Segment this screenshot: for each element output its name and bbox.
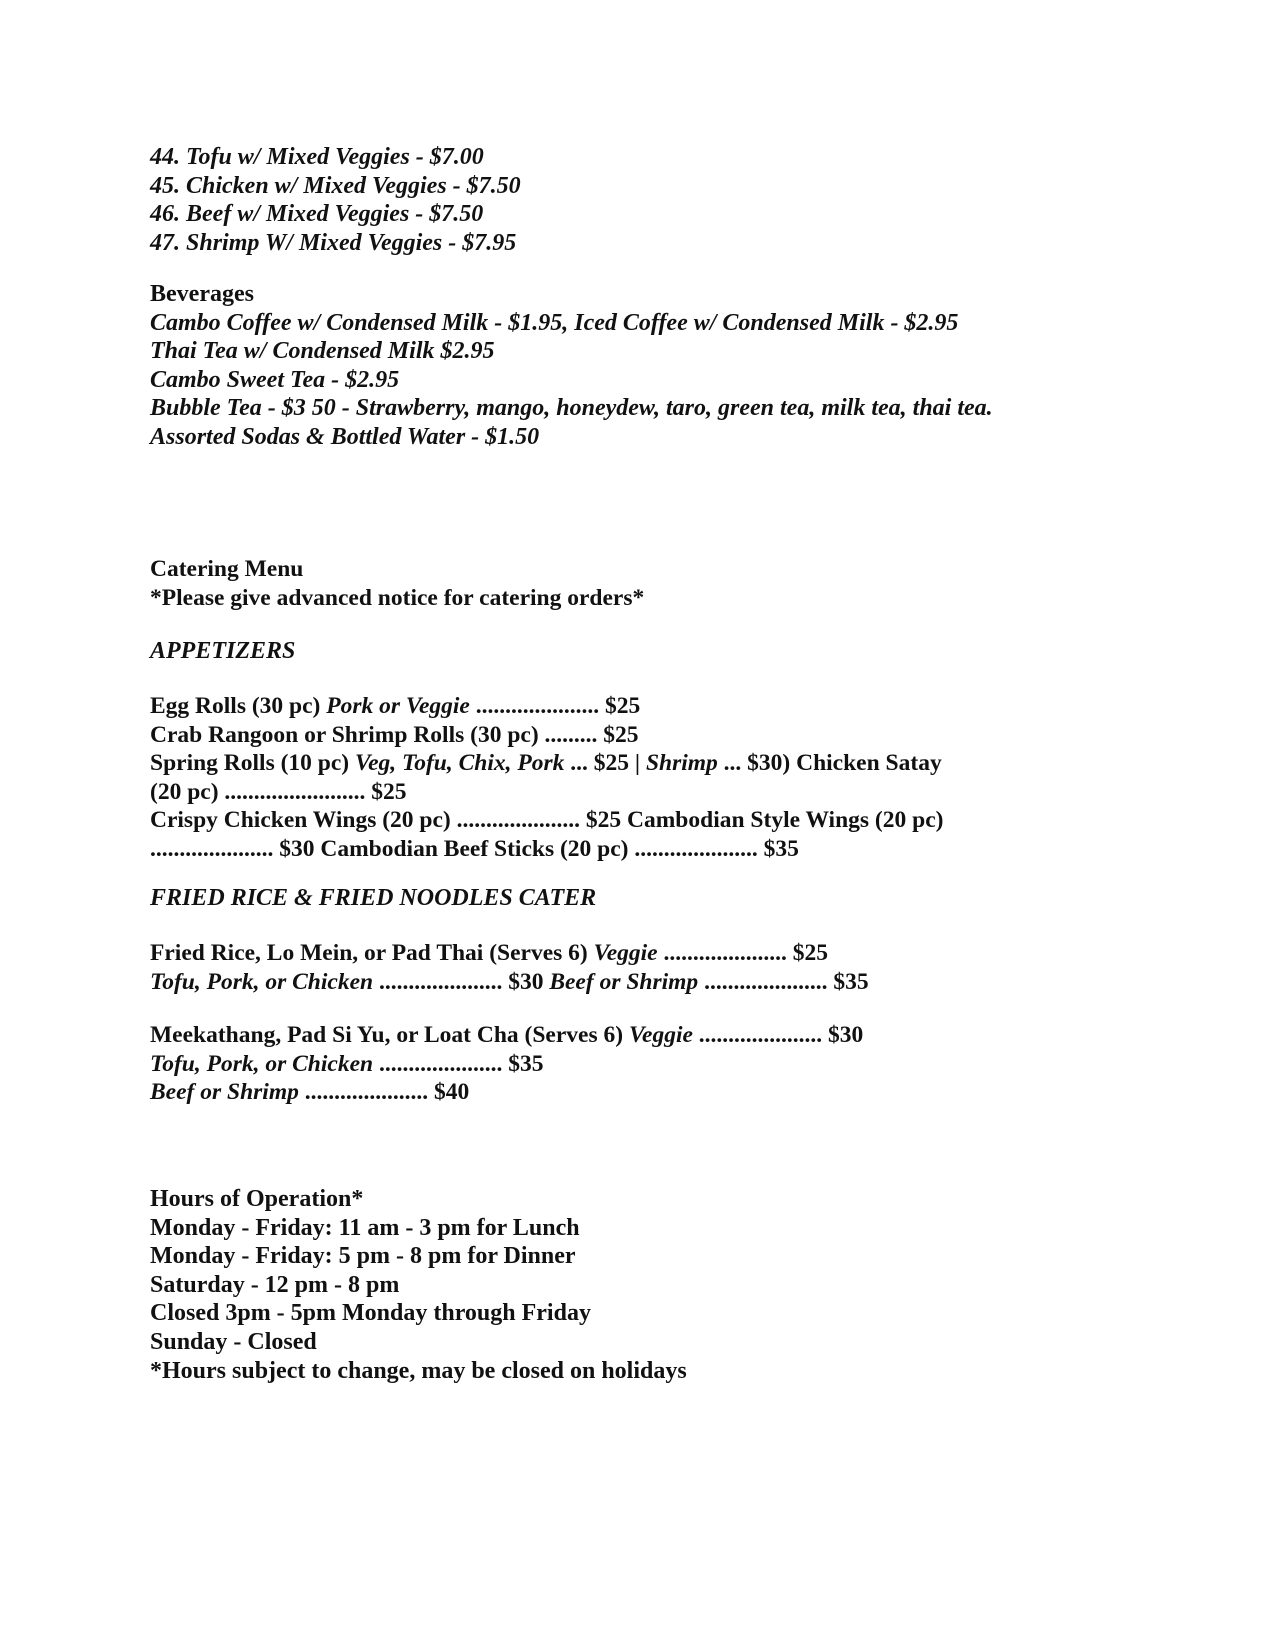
- meekathang-beef-shrimp: Beef or Shrimp: [150, 1079, 299, 1106]
- beverage-item: Assorted Sodas & Bottled Water - $1.50: [150, 423, 540, 450]
- menu-item: 47. Shrimp W/ Mixed Veggies - $7.95: [150, 229, 517, 256]
- meekathang-veggie-price: ..................... $30: [692, 1022, 864, 1048]
- meekathang-veggie: Veggie: [628, 1022, 693, 1048]
- hours-title: Hours of Operation*: [150, 1186, 364, 1212]
- appetizers-title: APPETIZERS: [150, 638, 296, 664]
- catering-item-egg-rolls: [150, 692, 1150, 721]
- appetizers-list: [150, 692, 1150, 864]
- beverage-item: Bubble Tea - $3 50 - Strawberry, mango, honeydew, taro, green tea, milk tea, thai tea.: [150, 395, 993, 422]
- catering-item-meekathang-meats: [150, 1050, 1150, 1079]
- fried-rice-beef-shrimp-price: ..................... $35: [698, 968, 869, 995]
- beverage-item: Thai Tea w/ Condensed Milk $2.95: [150, 338, 495, 365]
- fried-rice-meats-price: ..................... $30: [373, 968, 550, 995]
- hours-line: *Hours subject to change, may be closed on holidays: [150, 1357, 687, 1384]
- menu-items-list: [150, 143, 1150, 257]
- menu-item: 45. Chicken w/ Mixed Veggies - $7.50: [150, 172, 521, 199]
- catering-notice: *Please give advanced notice for catering orders*: [150, 584, 645, 611]
- meekathang-name: Meekathang, Pad Si Yu, or Loat Cha (Serves 6): [150, 1022, 629, 1048]
- catering-item-wings: Crispy Chicken Wings (20 pc) ..................... $25 Cambodian Style Wings (20 pc): [150, 807, 944, 834]
- hours-section: [150, 1185, 1150, 1385]
- fried-rice-veggie-price: ..................... $25: [657, 940, 828, 966]
- beverage-item: Cambo Coffee w/ Condensed Milk - $1.95, Iced Coffee w/ Condensed Milk - $2.95: [150, 309, 959, 336]
- beverages-title: Beverages: [150, 281, 254, 307]
- catering-item-fried-rice: [150, 939, 1150, 968]
- catering-item-fried-rice-meats: [150, 968, 1150, 997]
- meekathang-beef-shrimp-price: ..................... $40: [298, 1079, 470, 1106]
- hours-line: Monday - Friday: 5 pm - 8 pm for Dinner: [150, 1243, 576, 1270]
- spring-rolls-shrimp: Shrimp: [645, 750, 718, 777]
- beverage-item: Cambo Sweet Tea - $2.95: [150, 366, 400, 393]
- spring-rolls-price: ... $25 |: [564, 750, 646, 777]
- meekathang-meats-price: ..................... $35: [373, 1050, 544, 1077]
- catering-header: [150, 555, 1150, 612]
- catering-title: Catering Menu: [150, 556, 304, 582]
- menu-item: 46. Beef w/ Mixed Veggies - $7.50: [150, 201, 484, 228]
- catering-item-crab-rangoon: Crab Rangoon or Shrimp Rolls (30 pc) ......... $25: [150, 721, 639, 748]
- fried-rice-name: Fried Rice, Lo Mein, or Pad Thai (Serves 6): [150, 940, 594, 966]
- hours-line: Saturday - 12 pm - 8 pm: [150, 1271, 400, 1298]
- catering-item-satay-cont: (20 pc) ........................ $25: [150, 778, 407, 805]
- fried-rice-beef-shrimp: Beef or Shrimp: [549, 968, 699, 995]
- fried-title: FRIED RICE & FRIED NOODLES CATER: [150, 885, 597, 911]
- menu-item: 44. Tofu w/ Mixed Veggies - $7.00: [150, 144, 484, 170]
- catering-item-wings-cont: ..................... $30 Cambodian Beef Sticks (20 pc) ..................... $35: [150, 835, 799, 862]
- egg-rolls-options: Pork or Veggie: [326, 693, 470, 719]
- hours-line: Closed 3pm - 5pm Monday through Friday: [150, 1300, 591, 1327]
- fried-heading: [150, 884, 1150, 913]
- fried-rice-list: [150, 939, 1150, 996]
- hours-line: Sunday - Closed: [150, 1328, 317, 1355]
- meekathang-meats: Tofu, Pork, or Chicken: [150, 1050, 374, 1077]
- appetizers-heading: [150, 637, 1150, 666]
- fried-rice-veggie: Veggie: [593, 940, 658, 966]
- beverages-section: [150, 280, 1150, 452]
- spring-rolls-shrimp-price: ... $30) Chicken Satay: [717, 750, 942, 777]
- egg-rolls-name: Egg Rolls (30 pc): [150, 693, 327, 719]
- catering-item-meekathang: [150, 1021, 1150, 1050]
- spring-rolls-name: Spring Rolls (10 pc): [150, 750, 355, 777]
- hours-line: Monday - Friday: 11 am - 3 pm for Lunch: [150, 1214, 580, 1241]
- catering-item-spring-rolls: [150, 749, 1150, 778]
- spring-rolls-options: Veg, Tofu, Chix, Pork: [355, 750, 565, 777]
- egg-rolls-price: ..................... $25: [469, 693, 641, 719]
- catering-item-meekathang-beef-shrimp: [150, 1078, 1150, 1107]
- meekathang-list: [150, 1021, 1150, 1107]
- fried-rice-meats: Tofu, Pork, or Chicken: [150, 968, 374, 995]
